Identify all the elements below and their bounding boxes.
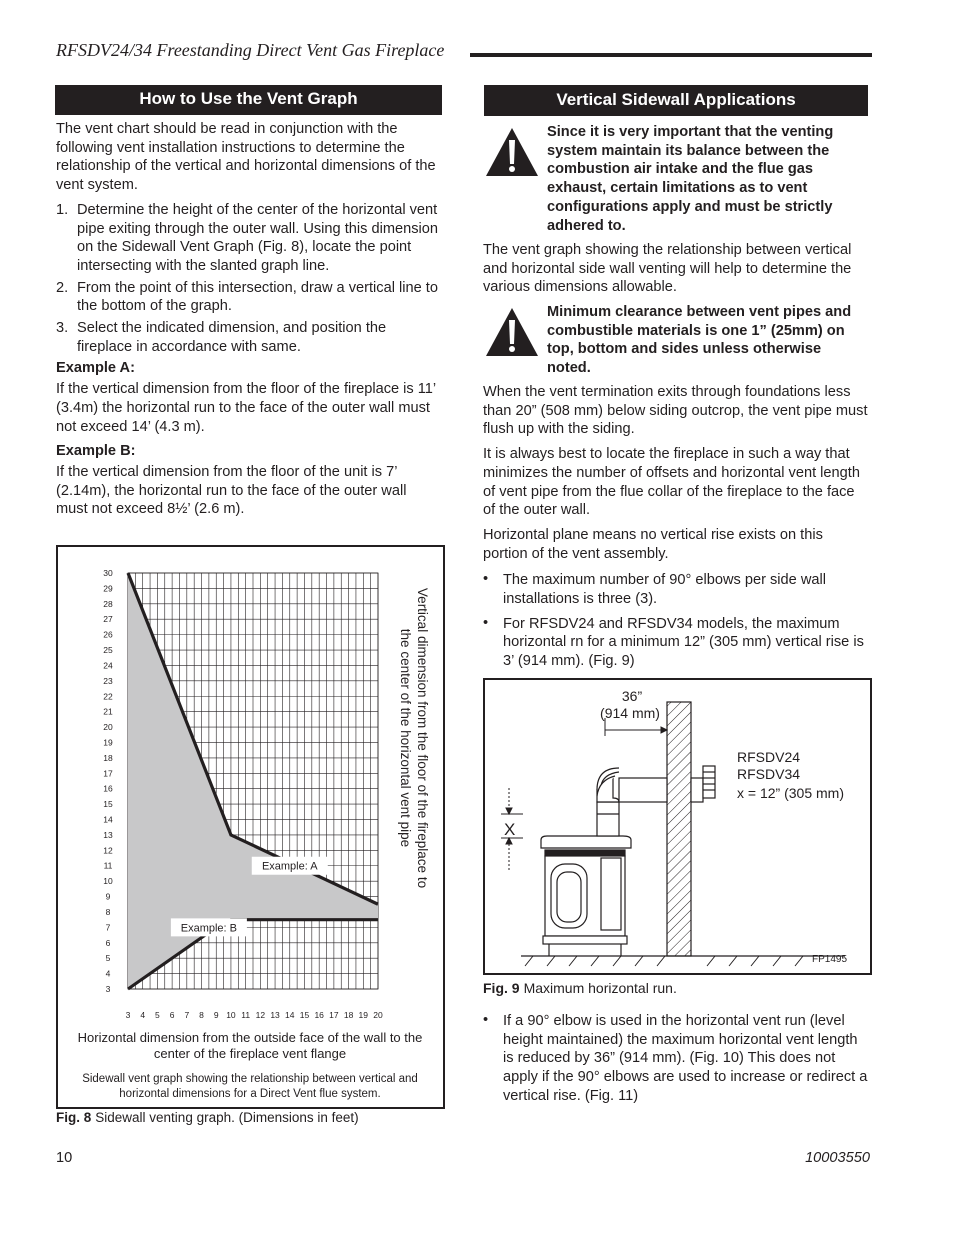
- steps-list: [56, 201, 442, 357]
- y-tick-label: 11: [103, 860, 113, 871]
- x-tick-label: 7: [184, 1010, 190, 1020]
- x-tick-label: 17: [329, 1010, 339, 1020]
- x-tick-label: 4: [140, 1010, 146, 1020]
- section-heading-sidewall: Vertical Sidewall Applications: [484, 85, 868, 116]
- x-tick-label: 3: [125, 1010, 131, 1020]
- intro-paragraph: The vent chart should be read in conjunction with the following vent installation instructions to determine the relationship of the vertical and horizontal dimensions of the vent system.: [56, 121, 436, 194]
- right-body-3: [483, 1012, 870, 1112]
- x-tick-label: 20: [373, 1010, 383, 1020]
- example-b-text: If the vertical dimension from the floor of the unit is 7’ (2.14m), the horizontal run to the face of the outer wall must not exceed 8½’ (2.6 m).: [56, 463, 407, 518]
- x-tick-label: 12: [255, 1010, 266, 1020]
- x-axis-label: Horizontal dimension from the outside face of the wall to the center of the fireplace vent flange: [77, 1030, 423, 1061]
- page-number: 10: [56, 1150, 73, 1166]
- annotation-label: Example: A: [261, 860, 318, 873]
- y-tick-label: 18: [103, 752, 113, 763]
- x-tick-label: 19: [358, 1010, 369, 1020]
- y-tick-label: 21: [103, 706, 113, 717]
- bullet-list: [483, 571, 870, 671]
- para-vent-graph: The vent graph showing the relationship between vertical and horizontal side wall venting will help to determine the various dimensions allowable.: [483, 242, 852, 296]
- y-tick-label: 26: [103, 629, 113, 640]
- annotation-label: Example: B: [180, 922, 238, 935]
- para-foundation: When the vent termination exits through foundations less than 20” (508 mm) below siding outcrop, the vent pipe must flush up with the siding.: [483, 384, 868, 438]
- example-a-label: Example A:: [56, 360, 135, 377]
- fig-code: FP1495: [812, 954, 848, 965]
- bullet-item: • For RFSDV24 and RFSDV34 models, the maximum horizontal rn for a minimum 12” (305 mm) vertical rise is 3’ (914 mm). (Fig. 9): [483, 614, 864, 670]
- model-label-24: RFSDV24: [737, 749, 801, 765]
- y-axis-label-wrap: [392, 578, 452, 898]
- warning-text-2: Minimum clearance between vent pipes and combustible materials is one 1” (25mm) on top, bottom and sides unless otherwise noted.: [547, 304, 852, 377]
- y-tick-label: 4: [105, 968, 111, 979]
- y-tick-label: 24: [103, 660, 113, 671]
- x-tick-label: 18: [343, 1010, 354, 1020]
- para-locate: It is always best to locate the fireplace in such a way that minimizes the number of offsets and horizontal vent length of vent pipe from the flue collar of the fireplace to the face of the outer wall.: [483, 446, 860, 519]
- y-tick-label: 14: [103, 814, 113, 825]
- y-tick-label: 15: [103, 799, 113, 810]
- y-tick-label: 17: [103, 768, 113, 779]
- dim-label-36: 36”: [621, 688, 643, 704]
- x-tick-label: 9: [213, 1010, 219, 1020]
- y-tick-label: 12: [103, 845, 113, 856]
- y-tick-label: 28: [103, 598, 113, 609]
- warning-icon: [484, 126, 540, 178]
- model-label-34: RFSDV34: [737, 766, 801, 782]
- x-note-label: x = 12” (305 mm): [737, 785, 844, 801]
- y-tick-label: 27: [103, 614, 113, 625]
- y-tick-label: 19: [103, 737, 113, 748]
- warning-text-1: Since it is very important that the venting system maintain its balance between the combustion air intake and the flue gas exhaust, certain limitations as to vent configurations apply and must be strictly adhered to.: [547, 124, 834, 234]
- x-tick-label: 8: [199, 1010, 204, 1020]
- stove: [541, 836, 631, 956]
- example-a-text: If the vertical dimension from the floor of the fireplace is 11’ (3.4m) the horizontal run to the face of the outer wall must not exceed 14’ (4.3 m).: [56, 381, 436, 435]
- y-tick-label: 3: [105, 984, 111, 994]
- y-tick-label: 6: [105, 937, 111, 948]
- example-b-label: Example B:: [56, 443, 136, 460]
- vent-pipe: [597, 766, 715, 836]
- x-tick-label: 16: [314, 1010, 324, 1020]
- y-tick-label: 7: [105, 922, 111, 933]
- y-tick-label: 16: [103, 783, 113, 794]
- running-header: RFSDV24/34 Freestanding Direct Vent Gas Fireplace: [56, 40, 445, 60]
- right-body-2: [483, 383, 870, 677]
- x-tick-label: 11: [241, 1010, 251, 1020]
- step-item: 2. From the point of this intersection, draw a vertical line to the bottom of the graph.: [56, 279, 438, 315]
- para-horizontal-plane: Horizontal plane means no vertical rise exists on this portion of the vent assembly.: [483, 526, 823, 562]
- y-tick-label: 13: [103, 829, 113, 840]
- bullet-item: • The maximum number of 90° elbows per side wall installations is three (3).: [483, 571, 826, 608]
- step-item: 3. Select the indicated dimension, and position the fireplace in accordance with same.: [56, 320, 387, 355]
- x-tick-label: 15: [299, 1010, 310, 1020]
- warning-icon: [484, 306, 540, 358]
- y-tick-label: 10: [103, 876, 113, 887]
- x-tick-label: 13: [270, 1010, 280, 1020]
- fig9-diagram: [485, 680, 870, 973]
- y-tick-label: 8: [105, 906, 111, 917]
- x-tick-label: 14: [285, 1010, 295, 1020]
- right-body-1: [483, 241, 870, 303]
- bullet-item: • If a 90° elbow is used in the horizontal vent run (level height maintained) the maximum horizontal vent length is reduced by 36” (914 mm). (Fig. 10) This does not apply if the 90° elbows are used to increase or redirect a vertical rise. (Fig. 11): [483, 1012, 868, 1104]
- doc-number: 10003550: [805, 1150, 870, 1166]
- x-tick-label: 6: [169, 1010, 175, 1020]
- section-heading-vent-graph: How to Use the Vent Graph: [55, 85, 442, 115]
- y-tick-label: 23: [103, 675, 113, 686]
- x-tick-label: 5: [155, 1010, 160, 1020]
- y-tick-label: 22: [103, 691, 113, 702]
- y-axis-label: Vertical dimension from the floor of the fireplace to the center of the horizontal vent pipe: [398, 587, 430, 889]
- graph-note: Sidewall vent graph showing the relationship between vertical and horizontal dimensions for a Direct Vent flue system.: [82, 1073, 418, 1100]
- x-label: X: [504, 820, 516, 839]
- header-rule: [470, 53, 872, 57]
- y-tick-label: 20: [103, 722, 113, 733]
- fig8-caption: Fig. 8 Sidewall venting graph. (Dimensions in feet): [56, 1110, 359, 1125]
- left-body: [56, 120, 442, 525]
- y-tick-label: 9: [105, 891, 111, 902]
- y-tick-label: 25: [103, 645, 113, 656]
- y-tick-label: 30: [103, 568, 113, 578]
- vent-graph-svg: [58, 547, 443, 1107]
- bullet-list-2: [483, 1012, 870, 1106]
- y-tick-label: 5: [105, 953, 111, 964]
- floor-hatch: [525, 956, 803, 966]
- dim-label-914: (914 mm): [600, 705, 660, 721]
- wall: [667, 702, 691, 956]
- y-tick-label: 29: [103, 583, 113, 594]
- x-tick-label: 10: [226, 1010, 236, 1020]
- fig9-caption: Fig. 9 Maximum horizontal run.: [483, 980, 677, 996]
- step-item: 1. Determine the height of the center of the horizontal vent pipe exiting through the outer wall. Using this dimension on the Sidewall Vent Graph (Fig. 8), locate the point intersecting with the slanted graph line.: [56, 201, 438, 274]
